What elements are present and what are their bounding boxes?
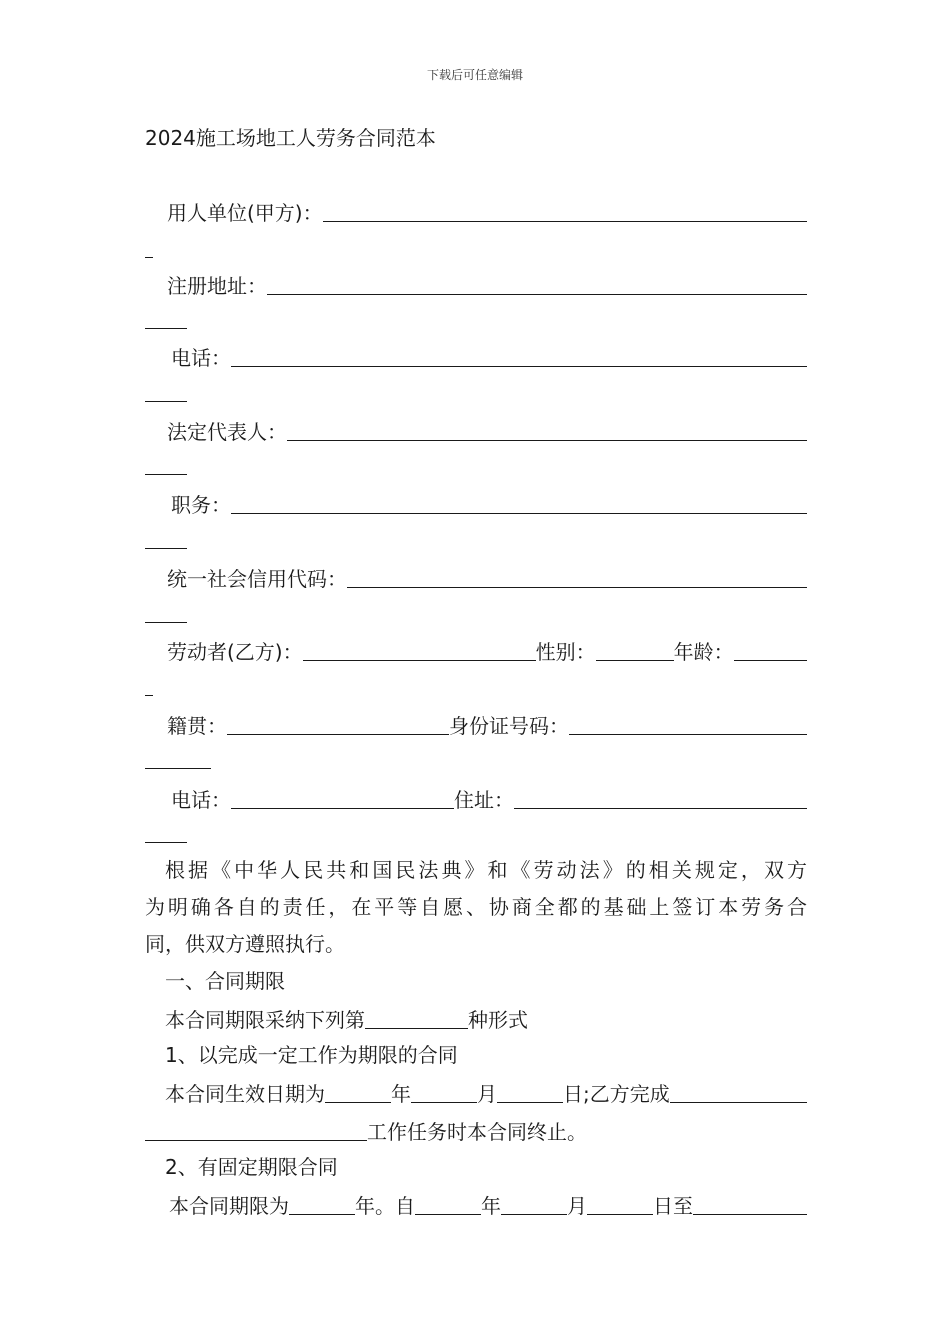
address-row	[145, 270, 807, 299]
to-date-blank[interactable]	[693, 1196, 807, 1215]
credit-code-blank-tail	[145, 622, 187, 623]
intro-paragraph	[145, 852, 807, 963]
section-1-heading: 一、合同期限	[165, 969, 285, 993]
phone2-label: 电话：	[171, 788, 231, 812]
item-2-heading: 2、有固定期限合同	[165, 1155, 338, 1179]
from-month-blank[interactable]	[501, 1196, 567, 1215]
position-blank-tail	[145, 548, 187, 549]
form-number-blank[interactable]	[365, 1010, 468, 1029]
address-label: 注册地址：	[167, 274, 267, 298]
eff-day-done-label: 日;乙方完成	[563, 1082, 670, 1106]
id-number-blank[interactable]	[569, 716, 807, 735]
employer-row	[145, 197, 807, 226]
intro-line-2: 为明确各自的责任，在平等自愿、协商全都的基础上签订本劳务合	[145, 895, 807, 919]
intro-line-3: 同，供双方遵照执行。	[145, 932, 345, 956]
phone-label: 电话：	[171, 346, 231, 370]
position-blank[interactable]	[231, 495, 807, 514]
employer-blank-tail	[145, 257, 153, 258]
legal-rep-row	[145, 416, 807, 445]
residence-blank-tail	[145, 842, 187, 843]
residence-blank[interactable]	[514, 790, 807, 809]
form-label-post: 种形式	[468, 1008, 528, 1032]
native-place-label: 籍贯：	[167, 714, 227, 738]
fixed-term-row	[145, 1190, 807, 1219]
legal-rep-blank[interactable]	[287, 422, 807, 441]
page-header-note: 下载后可任意编辑	[426, 68, 523, 82]
worker-label: 劳动者(乙方)：	[167, 640, 303, 664]
employer-blank[interactable]	[323, 203, 807, 222]
phone-blank[interactable]	[231, 348, 807, 367]
from-year-label: 年	[481, 1194, 501, 1218]
legal-rep-label: 法定代表人：	[167, 420, 287, 444]
term-label: 本合同期限为	[169, 1194, 289, 1218]
address-blank-tail	[145, 328, 187, 329]
employer-label: 用人单位(甲方)：	[167, 201, 323, 225]
task-blank-cont[interactable]	[145, 1122, 367, 1141]
phone-blank-tail	[145, 401, 187, 402]
address-blank[interactable]	[267, 276, 807, 295]
native-place-blank[interactable]	[227, 716, 449, 735]
worker-row	[145, 636, 807, 665]
legal-rep-blank-tail	[145, 474, 187, 475]
task-blank[interactable]	[670, 1084, 807, 1103]
gender-blank[interactable]	[596, 642, 674, 661]
position-label: 职务：	[171, 493, 231, 517]
from-day-blank[interactable]	[587, 1196, 653, 1215]
year-from-label: 年。自	[355, 1194, 415, 1218]
intro-line-1: 根据《中华人民共和国民法典》和《劳动法》的相关规定，双方	[165, 858, 807, 882]
worker-name-blank[interactable]	[303, 642, 536, 661]
eff-day-blank[interactable]	[497, 1084, 563, 1103]
age-label: 年龄：	[673, 640, 734, 664]
document-title: 2024施工场地工人劳务合同范本	[145, 126, 436, 150]
age-blank-tail	[145, 695, 153, 696]
credit-code-row	[145, 563, 807, 592]
eff-month-label: 月	[477, 1082, 497, 1106]
credit-code-label: 统一社会信用代码：	[167, 567, 347, 591]
native-place-row	[145, 710, 807, 739]
contact-row	[145, 784, 807, 813]
effective-date-row	[145, 1078, 807, 1107]
id-number-blank-tail	[145, 768, 211, 769]
position-row	[145, 489, 807, 518]
term-years-blank[interactable]	[289, 1196, 355, 1215]
id-number-label: 身份证号码：	[449, 714, 569, 738]
phone-row	[145, 342, 807, 371]
task-end-row	[145, 1116, 807, 1145]
phone2-blank[interactable]	[231, 790, 454, 809]
form-label-pre: 本合同期限采纳下列第	[165, 1008, 365, 1032]
item-1-heading: 1、以完成一定工作为期限的合同	[165, 1043, 458, 1067]
eff-year-label: 年	[391, 1082, 411, 1106]
contract-form-row	[145, 1004, 807, 1033]
eff-year-blank[interactable]	[325, 1084, 391, 1103]
credit-code-blank[interactable]	[347, 569, 807, 588]
from-month-label: 月	[567, 1194, 587, 1218]
residence-label: 住址：	[454, 788, 514, 812]
effective-label: 本合同生效日期为	[165, 1082, 325, 1106]
gender-label: 性别：	[535, 640, 596, 664]
day-to-label: 日至	[653, 1194, 693, 1218]
age-blank[interactable]	[734, 642, 807, 661]
eff-month-blank[interactable]	[411, 1084, 477, 1103]
from-year-blank[interactable]	[415, 1196, 481, 1215]
task-end-text: 工作任务时本合同终止。	[367, 1120, 587, 1144]
